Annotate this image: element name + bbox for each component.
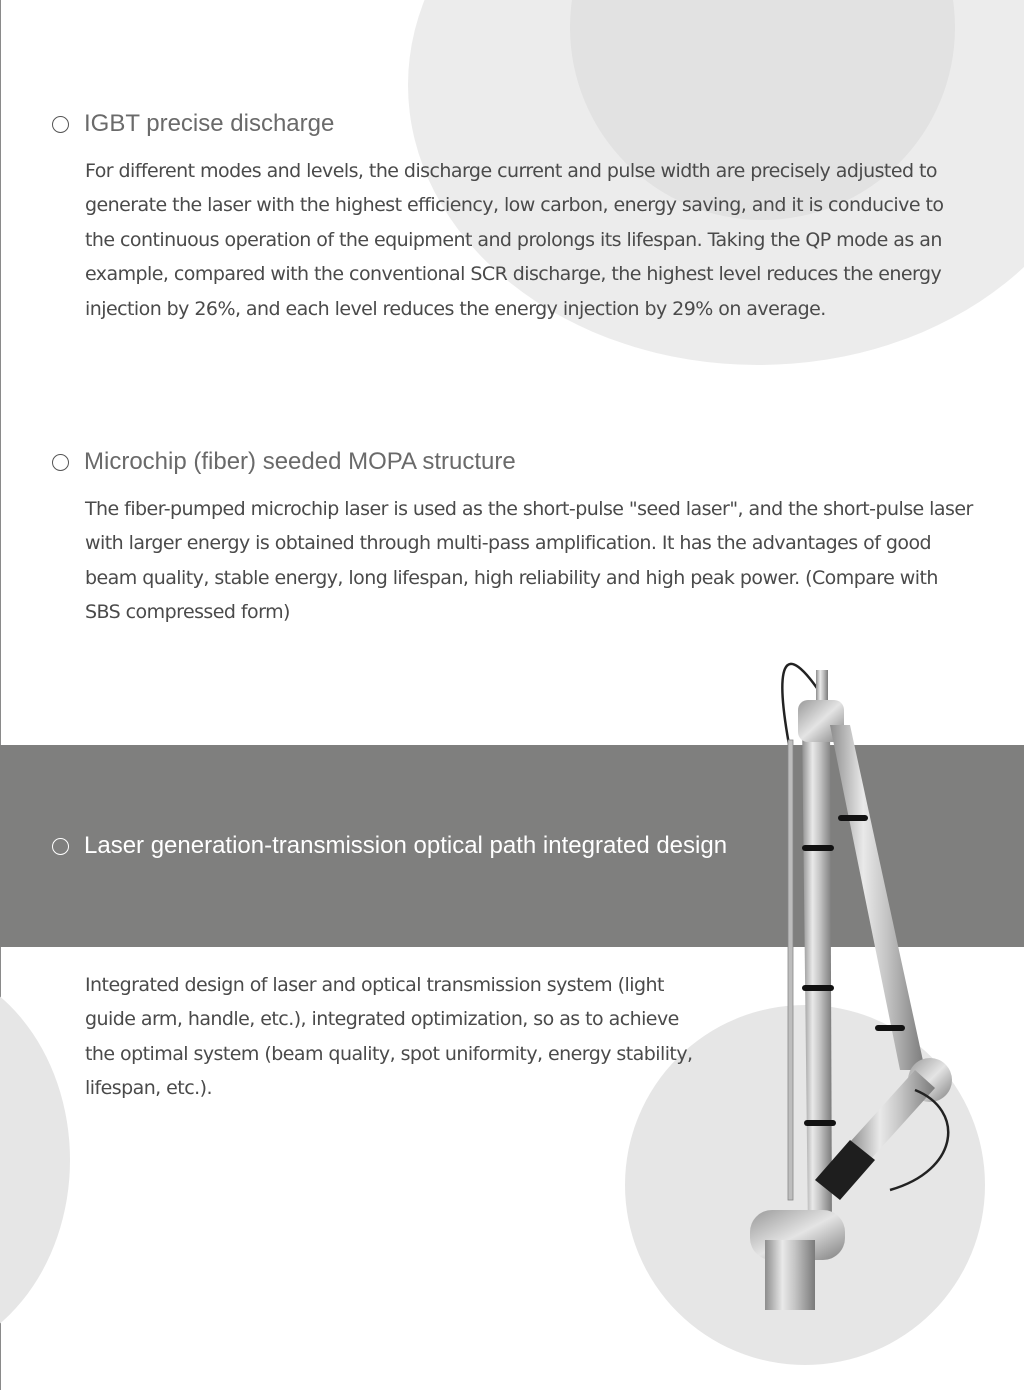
section-heading-igbt [52,110,334,138]
section-title: Laser generation-transmission optical path integrated design [84,832,728,859]
section-body-integrated: Integrated design of laser and optical transmission system (light guide arm, handle, etc.), integrated optimization, so as to achieve the optimal system (beam quality, spot uniformity, energy stability, lifespan, etc.). [85,974,693,1100]
section-heading-mopa [52,448,516,476]
section-body-mopa: The fiber-pumped microchip laser is used as the short-pulse "seed laser", and the short-pulse laser with larger energy is obtained through multi-pass amplification. It has the advantages of good beam quality, stable energy, long lifespan, high reliability and high peak power. (Compare with SBS compressed form) [85,498,973,624]
section-title: Microchip (fiber) seeded MOPA structure [84,448,516,475]
circle-bullet-icon [52,838,69,855]
circle-bullet-icon [52,454,69,471]
section-title: IGBT precise discharge [84,110,335,137]
decorative-circle-left [0,960,70,1360]
light-guide-arm-image [690,630,990,1330]
section-body-igbt: For different modes and levels, the discharge current and pulse width are precisely adjusted to generate the laser with the highest efficiency, low carbon, energy saving, and it is conducive to the continuous operation of the equipment and prolongs its lifespan. Taking the QP mode as an example, compared with the conventional SCR discharge, the highest level reduces the energy injection by 26%, and each level reduces the energy injection by 29% on average. [85,160,944,320]
section-heading-integrated [52,832,727,860]
circle-bullet-icon [52,116,69,133]
